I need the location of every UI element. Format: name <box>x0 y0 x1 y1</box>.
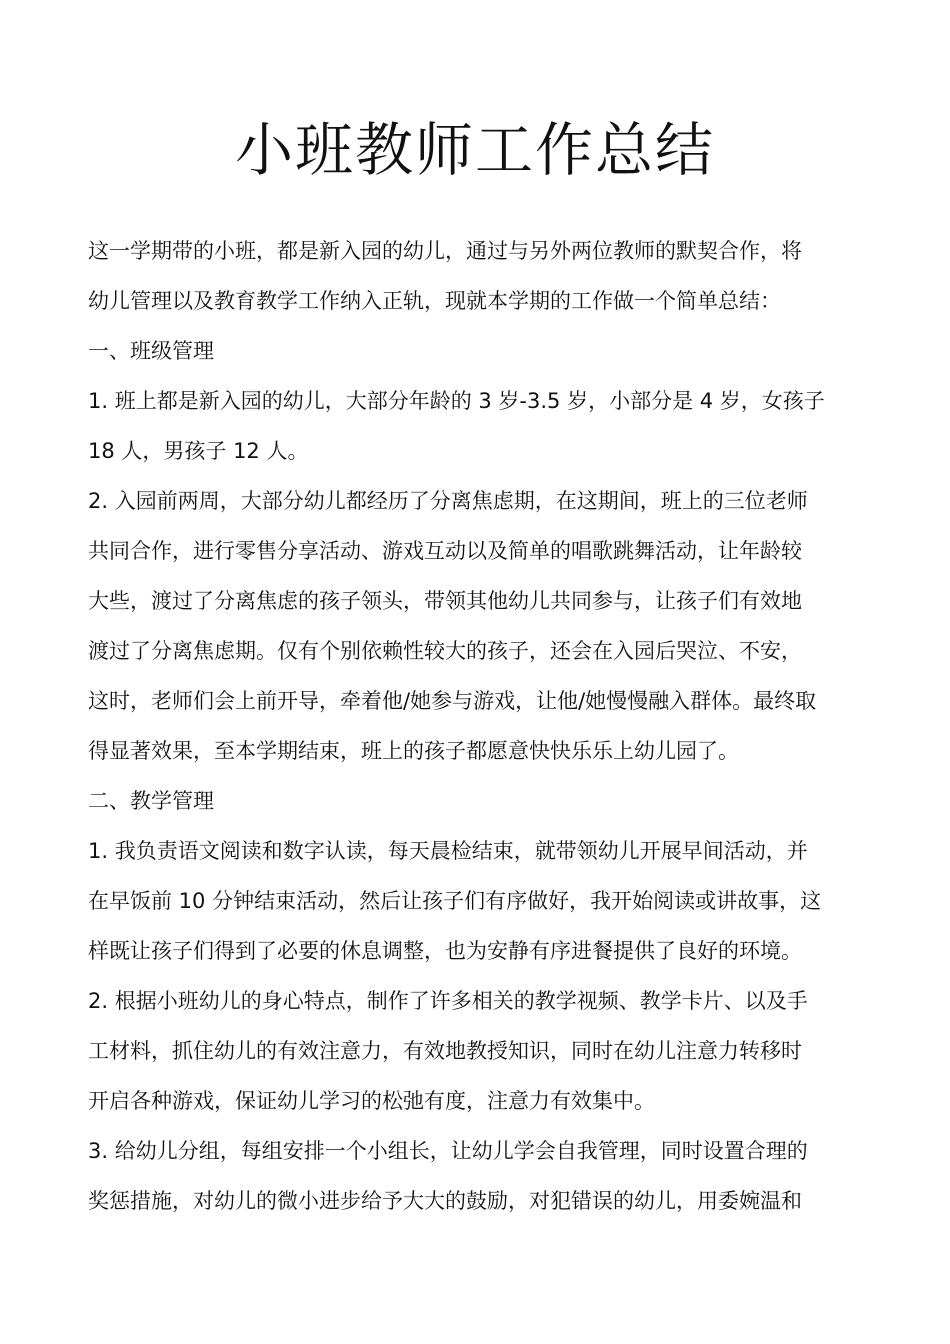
paragraph-line: 工材料，抓住幼儿的有效注意力，有效地教授知识，同时在幼儿注意力转移时 <box>88 1039 802 1063</box>
paragraph-line: 3. 给幼儿分组，每组安排一个小组长，让幼儿学会自我管理，同时设置合理的 <box>88 1139 808 1163</box>
section-heading: 一、班级管理 <box>88 339 214 363</box>
paragraph-line: 渡过了分离焦虑期。仅有个别依赖性较大的孩子，还会在入园后哭泣、不安， <box>88 639 802 663</box>
paragraph-line: 2. 根据小班幼儿的身心特点，制作了许多相关的教学视频、教学卡片、以及手 <box>88 989 808 1013</box>
document-title: 小班教师工作总结 <box>234 116 715 184</box>
paragraph-line: 2. 入园前两周，大部分幼儿都经历了分离焦虑期，在这期间，班上的三位老师 <box>88 489 808 513</box>
paragraph-line: 大些，渡过了分离焦虑的孩子领头，带领其他幼儿共同参与，让孩子们有效地 <box>88 589 802 613</box>
paragraph-line: 这时，老师们会上前开导，牵着他/她参与游戏，让他/她慢慢融入群体。最终取 <box>88 689 817 713</box>
paragraph-line: 共同合作，进行零售分享活动、游戏互动以及简单的唱歌跳舞活动，让年龄较 <box>88 539 802 563</box>
paragraph-line: 奖惩措施，对幼儿的微小进步给予大大的鼓励，对犯错误的幼儿，用委婉温和 <box>88 1189 802 1213</box>
paragraph-line: 在早饭前 10 分钟结束活动，然后让孩子们有序做好，我开始阅读或讲故事，这 <box>88 889 822 913</box>
paragraph-line: 样既让孩子们得到了必要的休息调整，也为安静有序进餐提供了良好的环境。 <box>88 939 802 963</box>
paragraph-line: 1. 我负责语文阅读和数字认读，每天晨检结束，就带领幼儿开展早间活动，并 <box>88 839 808 863</box>
paragraph-line: 开启各种游戏，保证幼儿学习的松弛有度，注意力有效集中。 <box>88 1089 655 1113</box>
document-body <box>88 226 868 1226</box>
paragraph-line: 幼儿管理以及教育教学工作纳入正轨，现就本学期的工作做一个简单总结： <box>88 289 781 313</box>
paragraph-line: 18 人，男孩子 12 人。 <box>88 439 309 463</box>
section-heading: 二、教学管理 <box>88 789 214 813</box>
paragraph-line: 得显著效果，至本学期结束，班上的孩子都愿意快快乐乐上幼儿园了。 <box>88 739 739 763</box>
paragraph-line: 这一学期带的小班，都是新入园的幼儿，通过与另外两位教师的默契合作，将 <box>88 239 802 263</box>
paragraph-line: 1. 班上都是新入园的幼儿，大部分年龄的 3 岁-3.5 岁，小部分是 4 岁，女孩子 <box>88 389 825 413</box>
